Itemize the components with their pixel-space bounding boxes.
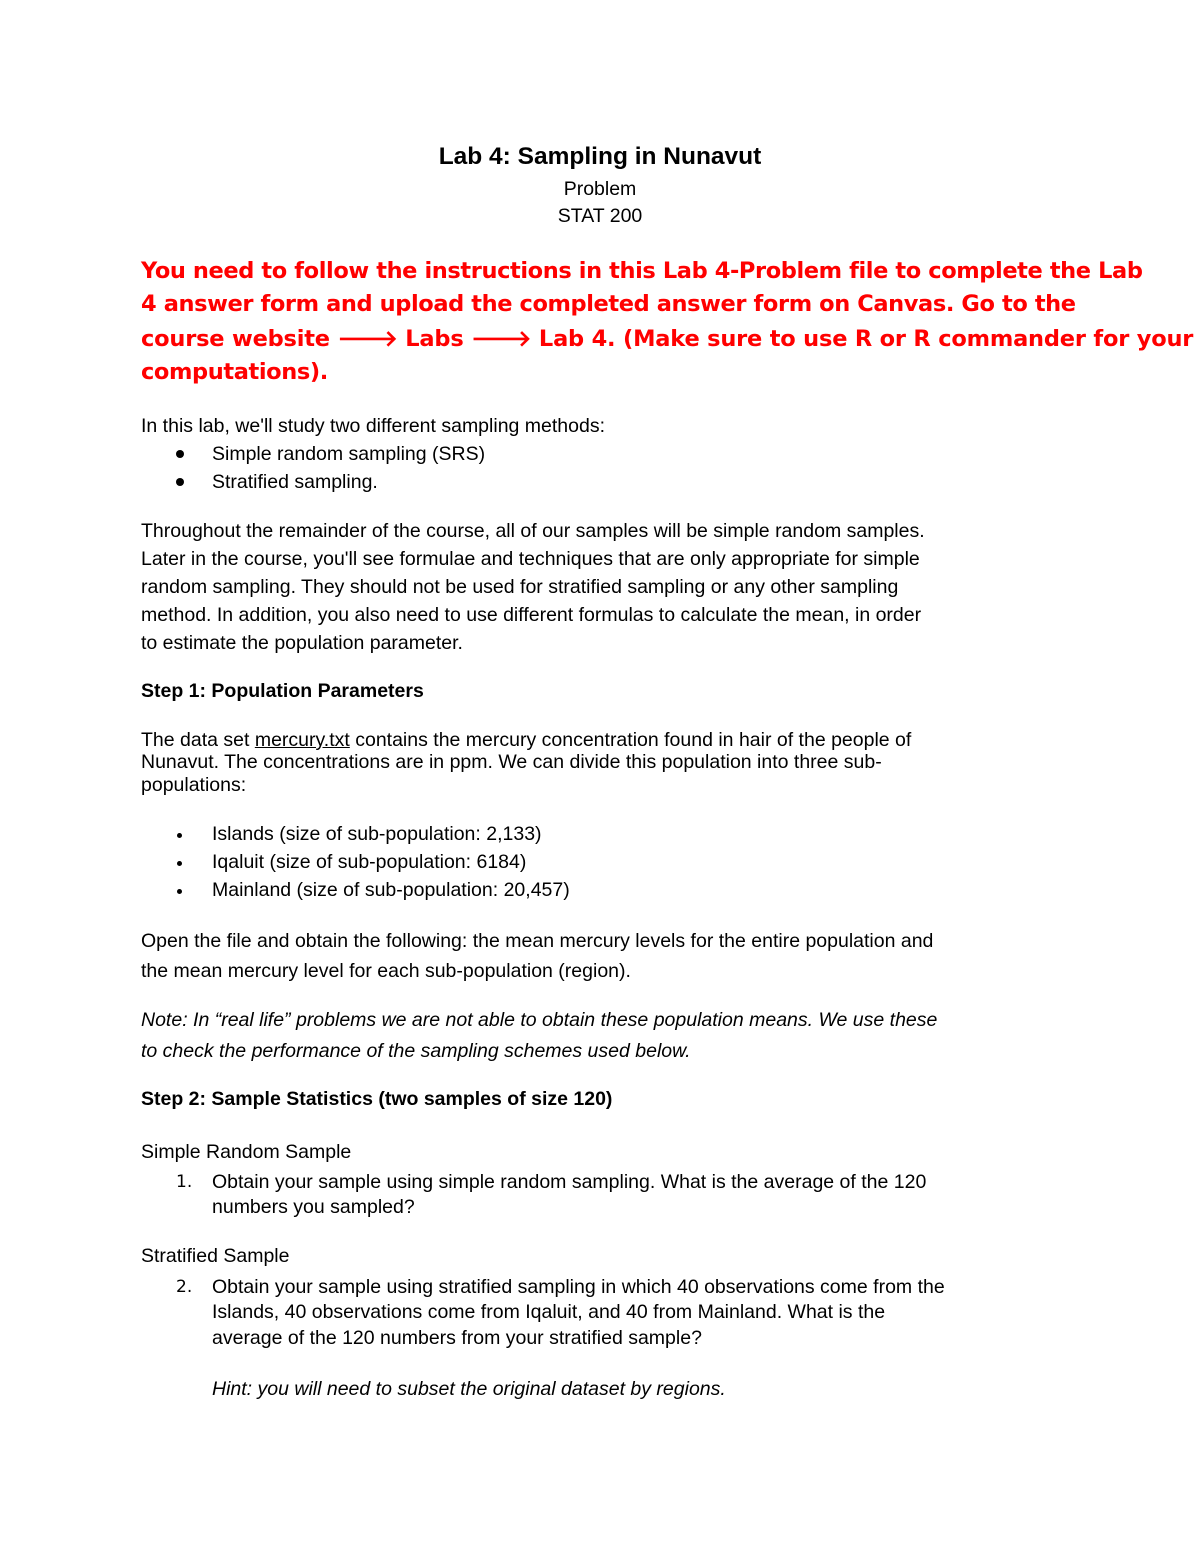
note-line-2: to check the performance of the sampling schemes used below. [141,1040,691,1062]
paragraph-line: to estimate the population parameter. [141,632,463,654]
note-line-1: Note: In “real life” problems we are not able to obtain these population means. We use these [141,1009,938,1031]
question-1-line-1: Obtain your sample using simple random sampling. What is the average of the 120 [212,1171,927,1193]
instruction-line-1: You need to follow the instructions in this Lab 4-Problem file to complete the Lab [141,258,1143,284]
question-1-line-2: numbers you sampled? [212,1196,415,1218]
bullet-icon [176,450,184,458]
region-item-mainland: Mainland (size of sub-population: 20,457) [212,879,570,901]
question-number: 1. [176,1172,193,1192]
instruction-line-2: 4 answer form and upload the completed answer form on Canvas. Go to the [141,291,1076,317]
arrow-right-icon: 🡒 [337,326,398,352]
bullet-icon [176,478,184,486]
bullet-icon [177,833,182,838]
question-2-line-2: Islands, 40 observations come from Iqaluit, and 40 from Mainland. What is the [212,1301,886,1323]
paragraph-line: method. In addition, you also need to use different formulas to calculate the mean, in order [141,604,922,626]
subtitle-problem: Problem [563,178,637,200]
step2-heading: Step 2: Sample Statistics (two samples of size 120) [141,1088,613,1110]
stratified-label: Stratified Sample [141,1245,290,1267]
region-item-iqaluit: Iqaluit (size of sub-population: 6184) [212,851,527,873]
step1-line-1 [141,729,911,752]
hint-text: Hint: you will need to subset the original dataset by regions. [212,1378,726,1400]
step1-heading: Step 1: Population Parameters [141,680,424,702]
paragraph-line: Throughout the remainder of the course, all of our samples will be simple random samples. [141,520,925,542]
srs-label: Simple Random Sample [141,1141,352,1163]
bullet-icon [177,889,182,894]
region-item-islands: Islands (size of sub-population: 2,133) [212,823,542,845]
paragraph-line: random sampling. They should not be used for stratified sampling or any other sampling [141,576,899,598]
step1-line-2: Nunavut. The concentrations are in ppm. We can divide this population into three sub- [141,751,882,773]
subtitle-course: STAT 200 [557,205,643,227]
method-item-srs: Simple random sampling (SRS) [212,443,486,465]
step1-text: The data set [141,729,255,751]
step1-task-line-2: the mean mercury level for each sub-population (region). [141,960,631,982]
arrow-right-icon: 🡒 [471,326,532,352]
method-item-stratified: Stratified sampling. [212,471,378,493]
instruction-lab4: Lab 4. (Make sure to use R or R commander for your [531,326,1194,352]
page-title: Lab 4: Sampling in Nunavut [438,143,762,170]
instruction-course-website: course website [141,326,338,352]
question-number: 2. [176,1277,193,1297]
paragraph-line: Later in the course, you'll see formulae and techniques that are only appropriate for simple [141,548,920,570]
step1-line-3: populations: [141,774,247,796]
instruction-labs: Labs [397,326,472,352]
mercury-file-link[interactable]: mercury.txt [254,729,350,751]
bullet-icon [177,861,182,866]
instruction-line-3 [141,325,1194,352]
step1-text: contains the mercury concentration found in hair of the people of [349,729,912,751]
question-2-line-1: Obtain your sample using stratified sampling in which 40 observations come from the [212,1276,945,1298]
intro-text: In this lab, we'll study two different sampling methods: [141,415,606,437]
question-2-line-3: average of the 120 numbers from your stratified sample? [212,1327,702,1349]
instruction-line-4: computations). [141,359,328,385]
step1-task-line-1: Open the file and obtain the following: the mean mercury levels for the entire population and [141,930,934,952]
